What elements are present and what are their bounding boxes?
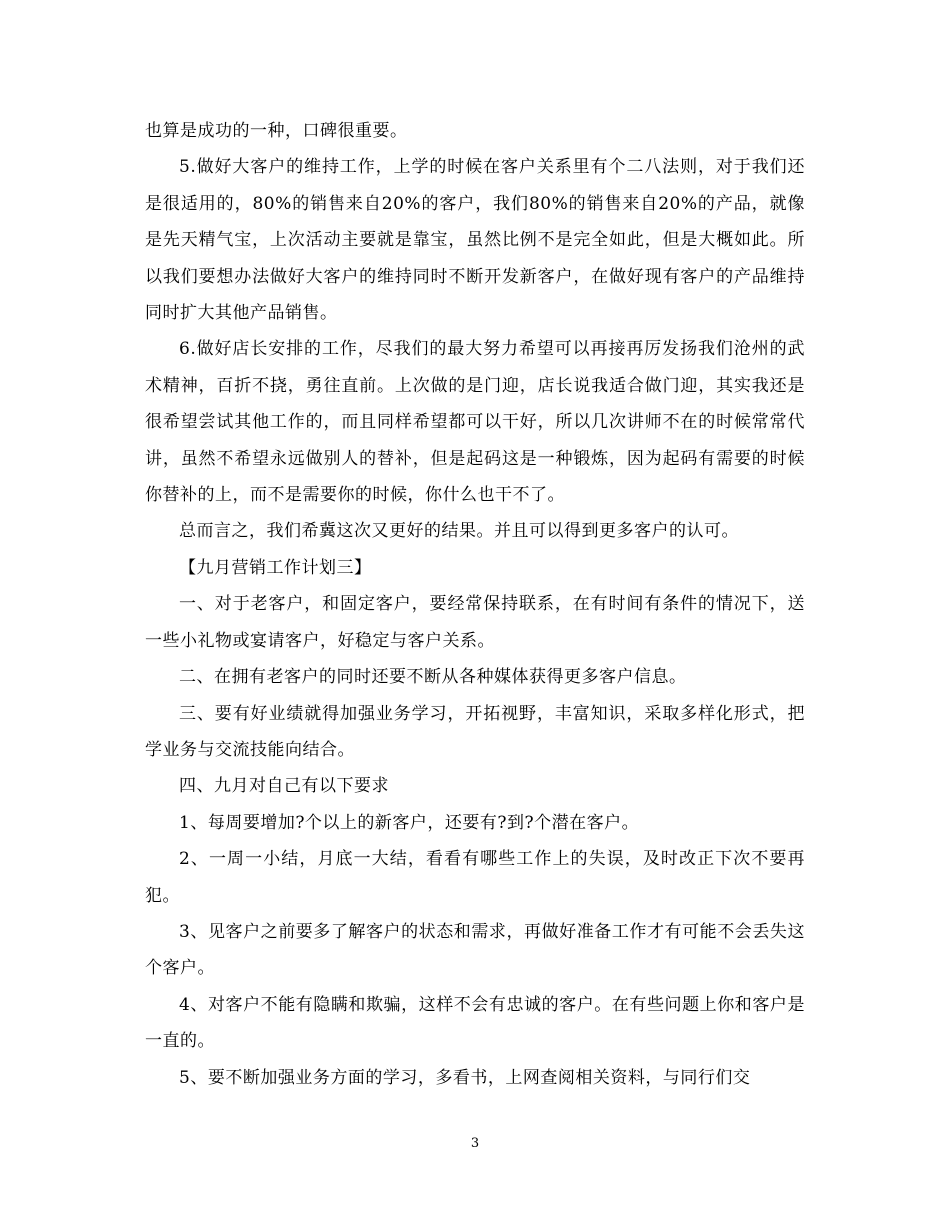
document-body	[145, 113, 805, 1096]
list-item: 2、一周一小结，月底一大结，看看有哪些工作上的失误，及时改正下次不要再犯。	[145, 849, 805, 906]
paragraph: 一、对于老客户，和固定客户，要经常保持联系，在有时间有条件的情况下，送一些小礼物或宴请客户，好稳定与客户关系。	[145, 594, 805, 651]
paragraph: 6.做好店长安排的工作，尽我们的最大努力希望可以再接再厉发扬我们沧州的武术精神，百折不挠，勇往直前。上次做的是门迎，店长说我适合做门迎，其实我还是很希望尝试其他工作的，而且同样希望都可以干好，所以几次讲师不在的时候常常代讲，虽然不希望永远做别人的替补，但是起码这是一种锻炼，因为起码有需要的时候你替补的上，而不是需要你的时候，你什么也干不了。	[145, 339, 805, 506]
paragraph: 二、在拥有老客户的同时还要不断从各种媒体获得更多客户信息。	[179, 667, 687, 688]
section-heading: 【九月营销工作计划三】	[179, 557, 372, 578]
list-item: 3、见客户之前要多了解客户的状态和需求，再做好准备工作才有可能不会丢失这个客户。	[145, 921, 805, 979]
list-item: 1、每周要增加?个以上的新客户，还要有?到?个潜在客户。	[179, 812, 640, 833]
paragraph: 三、要有好业绩就得加强业务学习，开拓视野，丰富知识，采取多样化形式，把学业务与交流技能向结合。	[145, 703, 805, 760]
paragraph: 5.做好大客户的维持工作，上学的时候在客户关系里有个二八法则，对于我们还是很适用的，80%的销售来自20%的客户，我们80%的销售来自20%的产品，就像是先天精气宝，上次活动主要就是靠宝，虽然比例不是完全如此，但是大概如此。所以我们要想办法做好大客户的维持同时不断开发新客户，在做好现有客户的产品维持同时扩大其他产品销售。	[145, 157, 805, 324]
list-item: 4、对客户不能有隐瞒和欺骗，这样不会有忠诚的客户。在有些问题上你和客户是一直的。	[145, 994, 805, 1052]
paragraph: 四、九月对自己有以下要求	[179, 776, 389, 797]
page-number: 3	[470, 1136, 480, 1151]
paragraph: 也算是成功的一种，口碑很重要。	[145, 121, 408, 141]
list-item: 5、要不断加强业务方面的学习，多看书，上网查阅相关资料，与同行们交	[179, 1067, 751, 1088]
paragraph: 总而言之，我们希冀这次又更好的结果。并且可以得到更多客户的认可。	[179, 521, 739, 542]
